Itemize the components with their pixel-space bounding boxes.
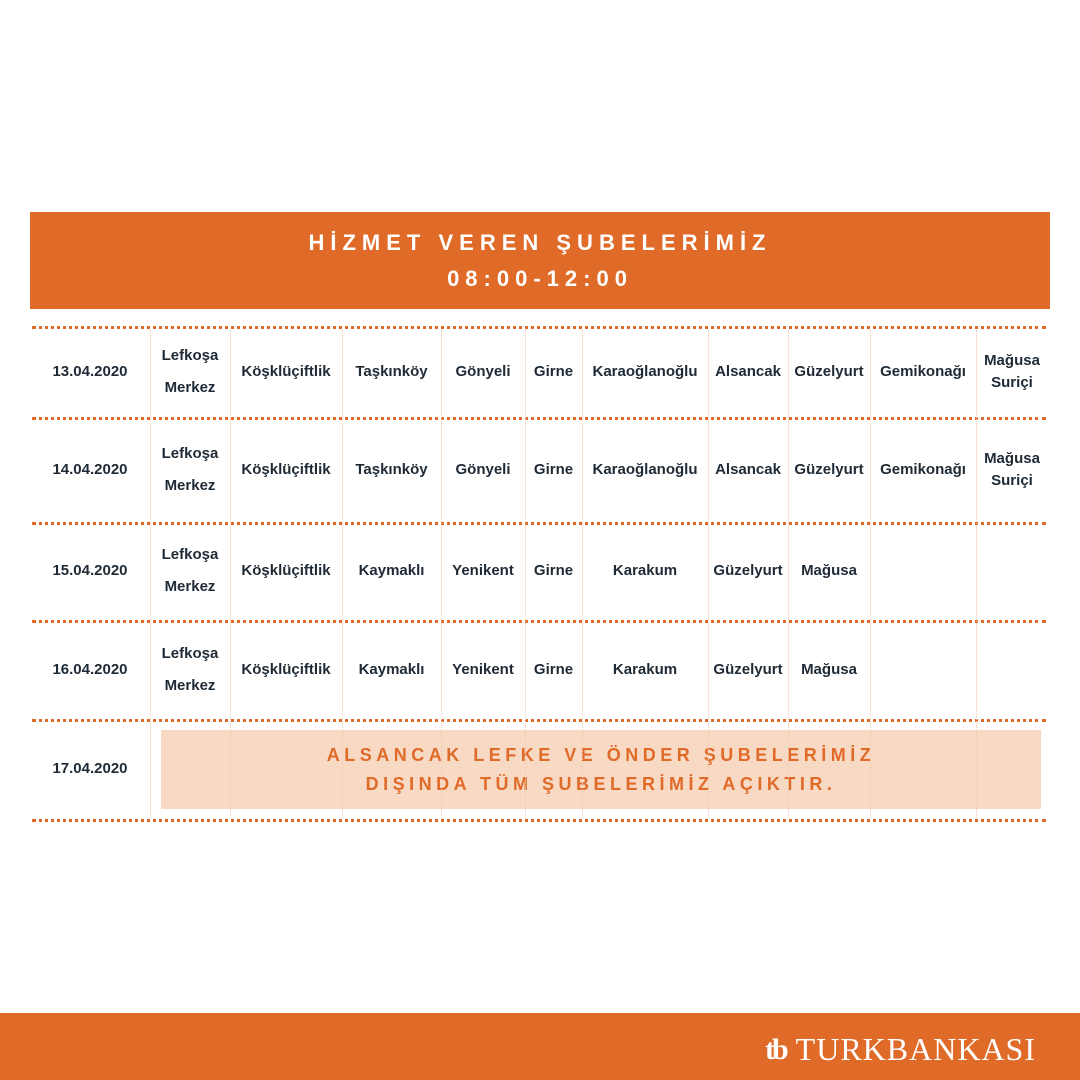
branch-cell: Taşkınköy [355, 362, 428, 380]
branch-cell: Mağusa Suriçi [984, 351, 1040, 391]
row-divider [32, 719, 1046, 722]
branch-cell: Köşklüçiftlik [241, 460, 331, 478]
branch-cell: Gemikonağı [880, 362, 966, 380]
row-date: 17.04.2020 [52, 760, 128, 777]
branch-cell: Gemikonağı [880, 460, 966, 478]
branch-cell: Karakum [612, 660, 678, 678]
footer-bar [0, 1013, 1080, 1080]
branch-cell: Güzelyurt [713, 660, 783, 678]
branch-cell: Köşklüçiftlik [241, 362, 331, 380]
turkbankasi-logo [765, 1031, 1036, 1068]
branch-cell: Mağusa [801, 562, 857, 579]
header-hours: 08:00-12:00 [447, 265, 633, 291]
branch-cell: Mağusa [801, 660, 857, 678]
branch-cell: Gönyeli [455, 362, 511, 380]
branch-cell: Köşklüçiftlik [241, 660, 331, 678]
branch-cell: Girne [533, 460, 574, 478]
branch-cell: Lefkoşa Merkez [161, 644, 219, 694]
row-divider [32, 819, 1046, 822]
branch-cell: Gönyeli [455, 460, 511, 478]
branch-cell: Lefkoşa Merkez [161, 346, 219, 396]
branch-cell: Kaymaklı [358, 660, 425, 678]
branch-cell: Lefkoşa Merkez [161, 546, 219, 595]
branch-cell: Girne [533, 660, 574, 678]
schedule-header [30, 212, 1050, 309]
branch-cell: Güzelyurt [713, 562, 783, 579]
branch-cell: Alsancak [715, 460, 781, 478]
branch-cell: Karaoğlanoğlu [592, 362, 698, 380]
branch-cell: Yenikent [452, 562, 514, 579]
notice-box [161, 730, 1041, 809]
branch-cell: Köşklüçiftlik [241, 562, 331, 579]
header-title: HİZMET VEREN ŞUBELERİMİZ [308, 229, 772, 255]
branch-cell: Alsancak [715, 362, 781, 380]
branch-cell: Mağusa Suriçi [984, 449, 1040, 489]
branch-cell: Yenikent [452, 660, 514, 678]
row-date: 15.04.2020 [52, 562, 128, 579]
branch-cell: Güzelyurt [794, 362, 864, 380]
branch-cell: Girne [533, 362, 574, 380]
row-date: 16.04.2020 [52, 660, 128, 678]
row-date: 13.04.2020 [52, 362, 128, 380]
row-date: 14.04.2020 [52, 460, 128, 478]
branch-cell: Lefkoşa Merkez [161, 444, 219, 494]
branch-cell: Güzelyurt [794, 460, 864, 478]
branch-cell: Kaymaklı [358, 562, 425, 579]
branch-cell: Karaoğlanoğlu [592, 460, 698, 478]
logo-text: TURKBANKASI [795, 1031, 1036, 1067]
branch-cell: Karakum [612, 562, 678, 579]
branch-cell: Taşkınköy [355, 460, 428, 478]
notice-line-1: ALSANCAK LEFKE VE ÖNDER ŞUBELERİMİZ [326, 744, 876, 765]
notice-line-2: DIŞINDA TÜM ŞUBELERİMİZ AÇIKTIR. [365, 773, 837, 794]
branch-cell: Girne [533, 562, 574, 579]
tb-logo-icon: tb [764, 1032, 786, 1066]
